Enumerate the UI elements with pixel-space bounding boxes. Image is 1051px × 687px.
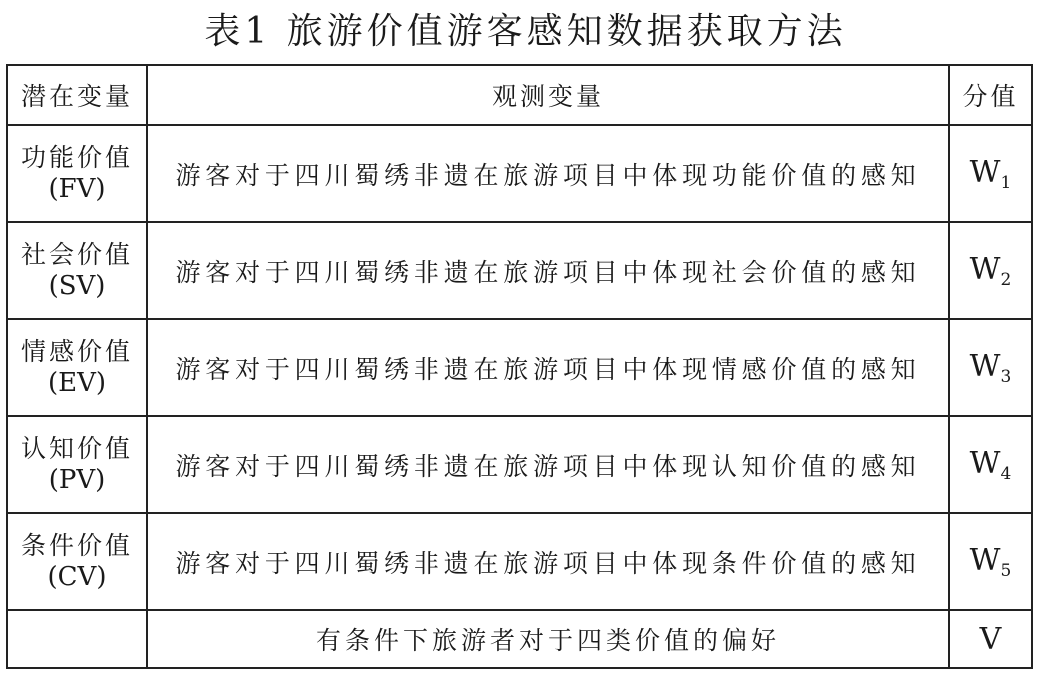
score-subscript: 1 — [1000, 172, 1012, 193]
latent-variable-name: 条件价值 — [20, 530, 133, 560]
observed-variable-cell — [147, 513, 949, 610]
table-row-cognitive-value — [7, 416, 1032, 513]
observed-variable-text: 游客对于四川蜀绣非遗在旅游项目中体现功能价值的感知 — [175, 160, 921, 190]
perception-data-table — [6, 64, 1033, 669]
score-symbol: W — [969, 154, 1001, 190]
preference-score-symbol: V — [979, 621, 1002, 657]
score-cell — [949, 416, 1032, 513]
observed-variable-cell — [147, 610, 949, 668]
score-subscript: 2 — [1000, 269, 1012, 290]
latent-variable-name: 功能价值 — [20, 142, 133, 172]
latent-variable-cell — [7, 319, 147, 416]
score-cell — [949, 125, 1032, 222]
latent-variable-name: 认知价值 — [20, 433, 133, 463]
header-observed-label: 观测变量 — [491, 82, 604, 111]
score-cell — [949, 319, 1032, 416]
score-symbol: W — [969, 542, 1001, 578]
header-observed-variable — [147, 65, 949, 125]
header-latent-variable — [7, 65, 147, 125]
observed-variable-text: 游客对于四川蜀绣非遗在旅游项目中体现认知价值的感知 — [175, 451, 921, 481]
latent-variable-cell — [7, 416, 147, 513]
score-subscript: 4 — [1000, 463, 1012, 484]
latent-variable-name: 情感价值 — [20, 336, 133, 366]
preference-text: 有条件下旅游者对于四类价值的偏好 — [315, 626, 780, 655]
table-row-emotional-value — [7, 319, 1032, 416]
latent-variable-name: 社会价值 — [20, 239, 133, 269]
score-cell — [949, 222, 1032, 319]
observed-variable-text: 游客对于四川蜀绣非遗在旅游项目中体现情感价值的感知 — [175, 354, 921, 384]
table-title: 表1 旅游价值游客感知数据获取方法 — [204, 11, 847, 52]
header-score-label: 分值 — [962, 82, 1019, 111]
observed-variable-text: 游客对于四川蜀绣非遗在旅游项目中体现社会价值的感知 — [175, 257, 921, 287]
score-subscript: 5 — [1000, 560, 1012, 581]
header-latent-label: 潜在变量 — [20, 82, 133, 111]
table-row-social-value — [7, 222, 1032, 319]
observed-variable-text: 游客对于四川蜀绣非遗在旅游项目中体现条件价值的感知 — [175, 548, 921, 578]
score-cell — [949, 513, 1032, 610]
latent-variable-cell — [7, 513, 147, 610]
latent-variable-cell-empty — [7, 610, 147, 668]
latent-variable-abbr: (FV) — [48, 173, 106, 204]
score-symbol: W — [969, 348, 1001, 384]
latent-variable-cell — [7, 125, 147, 222]
header-score — [949, 65, 1032, 125]
observed-variable-cell — [147, 319, 949, 416]
score-symbol: W — [969, 445, 1001, 481]
latent-variable-abbr: (EV) — [47, 367, 107, 398]
observed-variable-cell — [147, 416, 949, 513]
observed-variable-cell — [147, 222, 949, 319]
table-row-functional-value — [7, 125, 1032, 222]
latent-variable-abbr: (CV) — [47, 561, 107, 592]
score-subscript: 3 — [1000, 366, 1012, 387]
score-symbol: W — [969, 251, 1001, 287]
table-row-preference — [7, 610, 1032, 668]
score-cell — [949, 610, 1032, 668]
table-row-conditional-value — [7, 513, 1032, 610]
latent-variable-abbr: (PV) — [48, 464, 106, 495]
observed-variable-cell — [147, 125, 949, 222]
latent-variable-cell — [7, 222, 147, 319]
table-header-row — [7, 65, 1032, 125]
latent-variable-abbr: (SV) — [48, 270, 106, 301]
